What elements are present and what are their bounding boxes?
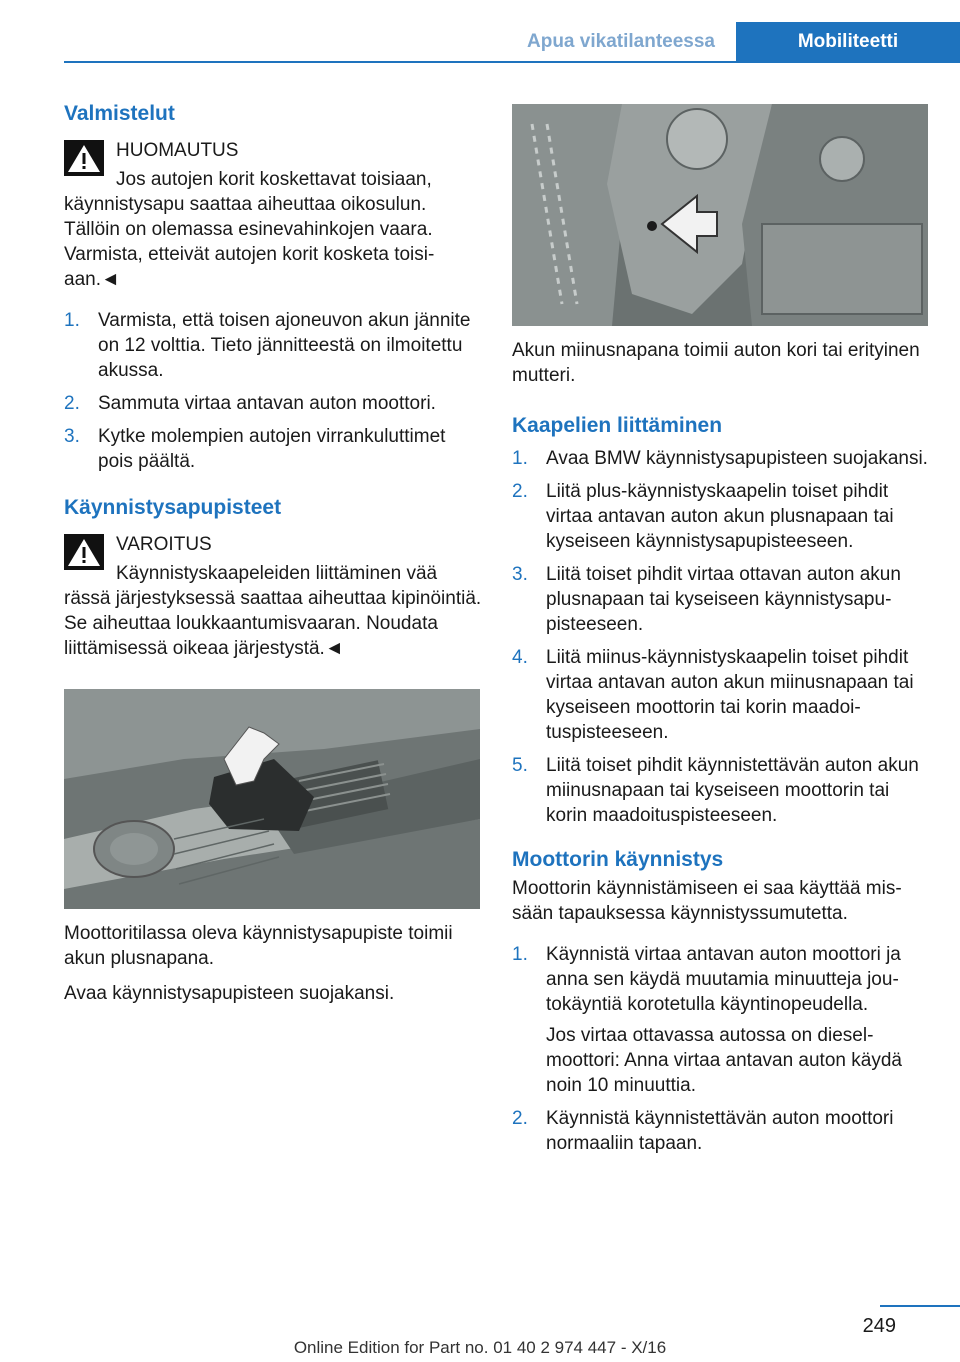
engine-bay-positive-terminal-photo xyxy=(64,689,480,909)
step-text: Käynnistä käynnistettävän auton moottori normaaliin tapaan. xyxy=(546,1108,894,1154)
start-steps xyxy=(512,942,928,1156)
notice-block xyxy=(64,138,482,292)
step-number: 3. xyxy=(512,564,528,585)
notice-first-line: Jos autojen korit koskettavat toisiaan, xyxy=(116,169,432,190)
header-rule xyxy=(64,61,960,63)
list-item xyxy=(512,753,928,828)
step-number: 3. xyxy=(64,426,80,447)
warning-triangle-icon xyxy=(64,140,104,176)
section-tab: Apua vikatilanteessa xyxy=(527,31,715,52)
preparation-steps xyxy=(64,308,482,474)
heading-jump-start-points: Käynnistysapupisteet xyxy=(64,496,282,519)
list-item xyxy=(512,446,928,471)
step-text: Kytke molempien autojen virrankuluttimet pois päältä. xyxy=(98,426,446,472)
list-item xyxy=(512,562,928,637)
warning-first-line: Käynnistyskaapeleiden liittäminen vää xyxy=(116,563,438,584)
warning-triangle-icon xyxy=(64,534,104,570)
step-number: 2. xyxy=(512,481,528,502)
list-item xyxy=(64,308,482,383)
notice-text: käynnistysapu saattaa aiheuttaa oikosulun. Tällöin on olemassa esinevahinkojen vaara. Varmista, etteivät autojen korit kosketa toisiaan.◄ xyxy=(64,194,435,290)
step-text: Liitä toiset pihdit virtaa ottavan auton akun plusnapaan tai kyseiseen käynnistysapupisteeseen. xyxy=(546,564,901,635)
heading-connecting-cables: Kaapelien liittäminen xyxy=(512,414,723,437)
cable-steps xyxy=(512,446,928,828)
step-number: 1. xyxy=(64,310,80,331)
step-text: Liitä plus-käynnistyskaapelin toiset pihdit virtaa antavan auton akun plusnapaan tai kyseiseen käynnistysapupisteeseen. xyxy=(546,481,894,552)
engine-bay-ground-point-photo xyxy=(512,104,928,326)
notice-label: HUOMAUTUS xyxy=(116,140,239,161)
step-text: Liitä miinus-käynnistyskaapelin toiset pihdit virtaa antavan auton akun miinusnapaan tai kyseiseen moottorin tai korin maadoituspisteeseen. xyxy=(546,647,914,743)
step-number: 2. xyxy=(512,1108,528,1129)
list-item xyxy=(512,645,928,745)
photo-caption-left: Moottoritilassa oleva käynnistysapupiste toimii akun plusnapana. xyxy=(64,923,453,969)
list-item xyxy=(512,1106,928,1156)
left-column xyxy=(64,100,482,1006)
open-cover-text: Avaa käynnistysapupisteen suojakansi. xyxy=(64,983,395,1004)
photo-caption-right: Akun miinusnapana toimii auton kori tai erityinen mutteri. xyxy=(512,340,920,386)
step-text: Avaa BMW käynnistysapupisteen suojakansi. xyxy=(546,448,928,469)
online-edition-text: Online Edition for Part no. 01 40 2 974 447 - X/16 xyxy=(293,1338,667,1357)
footer-rule xyxy=(880,1305,960,1307)
warning-text: rässä järjestyksessä saattaa aiheuttaa kipinöintiä. Se aiheuttaa loukkaantumisvaaran. Noudata liittämisessä oikeaa järjestystä.◄ xyxy=(64,588,482,659)
step-number: 5. xyxy=(512,755,528,776)
chapter-tab: Mobiliteetti xyxy=(736,22,960,62)
heading-starting-engine: Moottorin käynnistys xyxy=(512,848,724,871)
step-subtext: Jos virtaa ottavassa autossa on dieselmoottori: Anna virtaa antavan auton käydä noin 10 minuuttia. xyxy=(546,1025,902,1096)
step-number: 2. xyxy=(64,393,80,414)
heading-preparation: Valmistelut xyxy=(64,102,175,125)
warning-label: VAROITUS xyxy=(116,534,212,555)
step-number: 1. xyxy=(512,448,528,469)
list-item xyxy=(512,942,928,1098)
step-text: Käynnistä virtaa antavan auton moottori ja anna sen käydä muutamia minuutteja joutokäyntiä korotetulla käyntinopeudella. xyxy=(546,944,901,1015)
list-item xyxy=(64,424,482,474)
warning-block xyxy=(64,532,482,661)
page-number: 249 xyxy=(862,1315,896,1337)
list-item xyxy=(64,391,482,416)
start-intro: Moottorin käynnistämiseen ei saa käyttää missään tapauksessa käynnistyssumutetta. xyxy=(512,878,902,924)
step-number: 1. xyxy=(512,944,528,965)
right-column xyxy=(512,104,928,1164)
step-text: Varmista, että toisen ajoneuvon akun jännite on 12 volttia. Tieto jännitteestä on ilmoitettu akussa. xyxy=(98,310,471,381)
step-text: Liitä toiset pihdit käynnistettävän auton akun miinusnapaan tai kyseiseen moottorin tai korin maadoituspisteeseen. xyxy=(546,755,919,826)
step-number: 4. xyxy=(512,647,528,668)
list-item xyxy=(512,479,928,554)
step-text: Sammuta virtaa antavan auton moottori. xyxy=(98,393,436,414)
